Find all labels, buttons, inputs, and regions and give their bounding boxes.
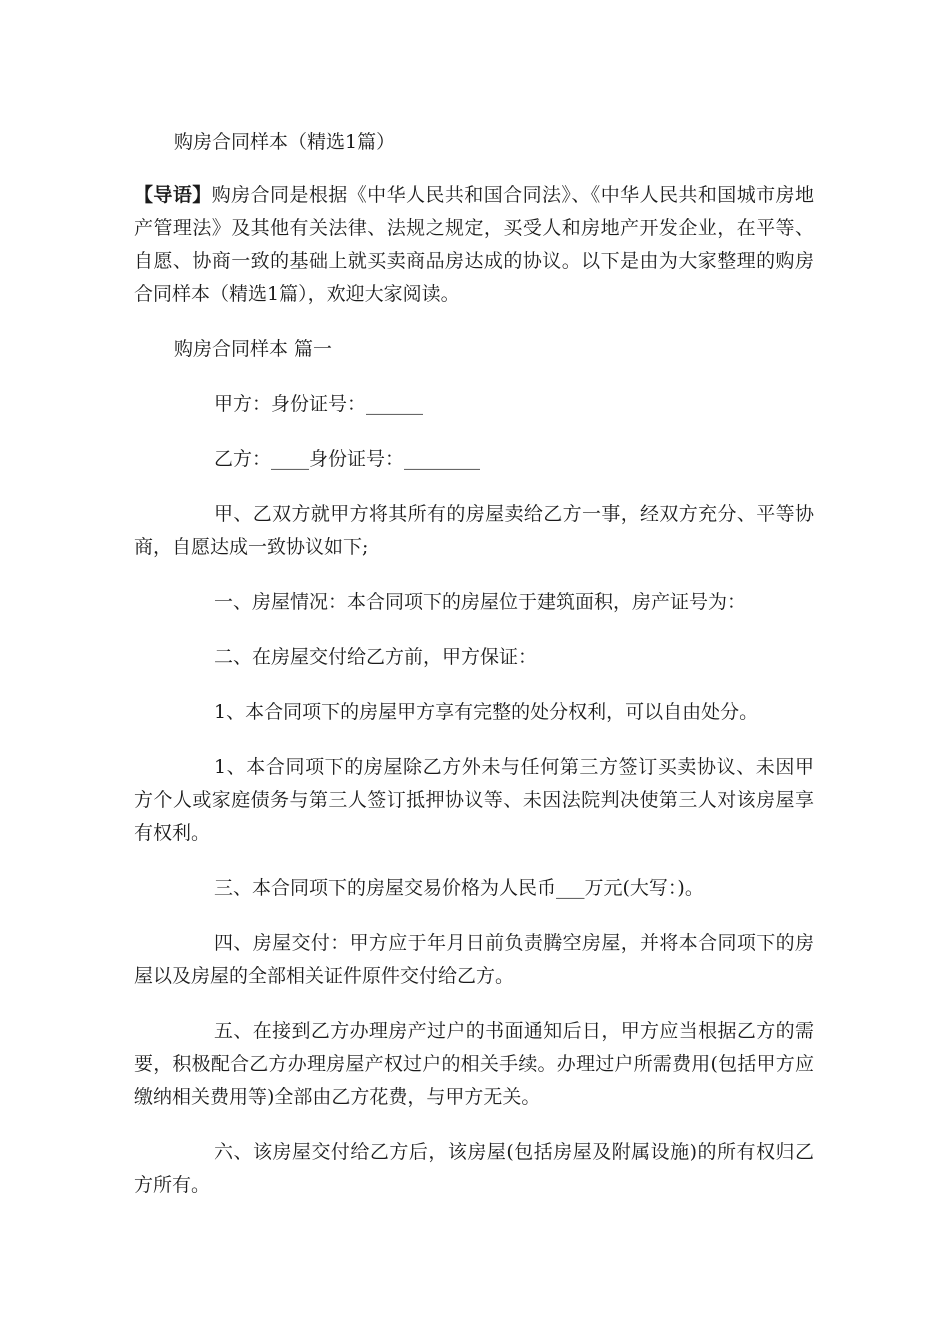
intro-paragraph bbox=[134, 179, 814, 311]
contract-paragraph: 1、本合同项下的房屋甲方享有完整的处分权利，可以自由处分。 bbox=[214, 701, 759, 723]
intro-label: 【导语】 bbox=[134, 184, 212, 206]
contract-paragraph: 三、本合同项下的房屋交易价格为人民币___万元(大写：)。 bbox=[214, 877, 704, 899]
contract-paragraph: 六、该房屋交付给乙方后，该房屋(包括房屋及附属设施)的所有权归乙方所有。 bbox=[134, 1141, 814, 1196]
section-title: 购房合同样本 篇一 bbox=[174, 338, 333, 360]
document-body bbox=[134, 126, 814, 1224]
party-a-line: 甲方：身份证号：______ bbox=[214, 393, 424, 415]
contract-paragraph: 甲、乙双方就甲方将其所有的房屋卖给乙方一事，经双方充分、平等协商，自愿达成一致协议如下; bbox=[134, 503, 814, 558]
party-b-line: 乙方：____身份证号：________ bbox=[214, 448, 481, 470]
contract-paragraph: 1、本合同项下的房屋除乙方外未与任何第三方签订买卖协议、未因甲方个人或家庭债务与第三人签订抵押协议等、未因法院判决使第三人对该房屋享有权利。 bbox=[134, 756, 814, 844]
contract-paragraph: 二、在房屋交付给乙方前，甲方保证： bbox=[214, 646, 538, 668]
intro-text: 购房合同是根据《中华人民共和国合同法》、《中华人民共和国城市房地产管理法》及其他有关法律、法规之规定，买受人和房地产开发企业，在平等、自愿、协商一致的基础上就买卖商品房达成的协议。以下是由为大家整理的购房合同样本（精选1篇），欢迎大家阅读。 bbox=[134, 184, 814, 305]
contract-paragraph: 一、房屋情况：本合同项下的房屋位于建筑面积，房产证号为： bbox=[214, 591, 747, 613]
contract-paragraph: 五、在接到乙方办理房产过户的书面通知后日，甲方应当根据乙方的需要，积极配合乙方办理房屋产权过户的相关手续。办理过户所需费用(包括甲方应缴纳相关费用等)全部由乙方花费，与甲方无关。 bbox=[134, 1020, 814, 1108]
contract-paragraph: 四、房屋交付：甲方应于年月日前负责腾空房屋，并将本合同项下的房屋以及房屋的全部相关证件原件交付给乙方。 bbox=[134, 932, 814, 987]
document-title: 购房合同样本（精选1篇） bbox=[174, 131, 396, 153]
